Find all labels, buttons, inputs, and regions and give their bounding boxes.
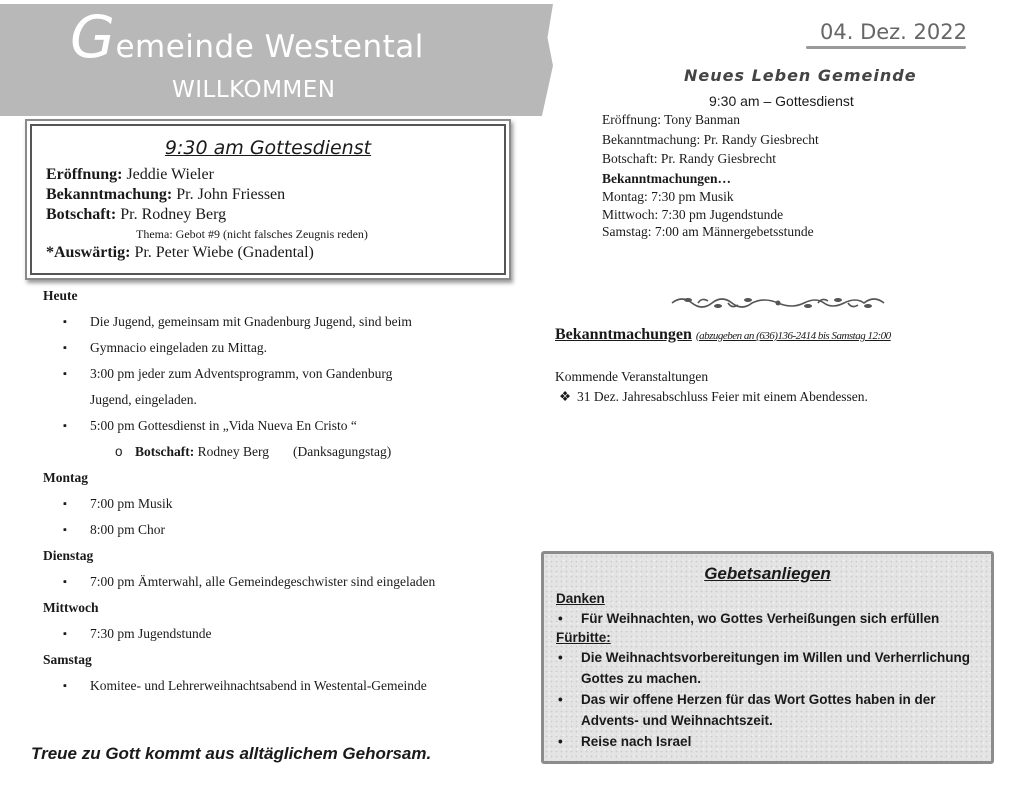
church-service: 9:30 am – Gottesdienst bbox=[709, 93, 854, 109]
service-message-value: Pr. Rodney Berg bbox=[116, 206, 227, 223]
schedule-item: ▪ 5:00 pm Gottesdienst in „Vida Nueva En Cristo “ bbox=[43, 413, 513, 439]
motto: Treue zu Gott kommt aus alltäglichem Gehorsam. bbox=[31, 744, 432, 763]
prayer-item: • Für Weihnachten, wo Gottes Verheißungen sich erfüllen bbox=[556, 608, 979, 629]
service-message-label: Botschaft: bbox=[46, 206, 117, 223]
events-item-text: 31 Dez. Jahresabschluss Feier mit einem Abendessen. bbox=[577, 389, 868, 404]
church-line: Eröffnung: Tony Banman bbox=[602, 112, 741, 127]
diamond-bullet-icon: ❖ bbox=[559, 389, 572, 404]
schedule-item: ▪ 7:00 pm Musik bbox=[43, 491, 513, 517]
service-away bbox=[46, 243, 490, 263]
title-initial: G bbox=[70, 3, 116, 71]
schedule-item: ▪ 7:00 pm Ämterwahl, alle Gemeindegeschwister sind eingeladen bbox=[43, 569, 513, 595]
schedule-item-continuation: ▪ Gymnacio eingeladen zu Mittag. bbox=[43, 335, 513, 361]
schedule-item: ▪ 3:00 pm jeder zum Adventsprogramm, von Gandenburg bbox=[43, 361, 513, 387]
day-heading-mittwoch: Mittwoch bbox=[43, 600, 99, 615]
service-opening-value: Jeddie Wieler bbox=[122, 166, 214, 183]
events-heading: Kommende Veranstaltungen bbox=[555, 369, 709, 384]
service-opening bbox=[46, 165, 490, 185]
sub-item-label: Botschaft: bbox=[135, 444, 195, 459]
church-announcement: Montag: 7:30 pm Musik bbox=[602, 189, 734, 204]
service-away-label: *Auswärtig: bbox=[46, 244, 131, 261]
sub-bullet: o bbox=[115, 444, 123, 459]
day-heading-montag: Montag bbox=[43, 470, 88, 485]
announcements-heading: Bekanntmachungen bbox=[555, 326, 692, 343]
church-name: Neues Leben Gemeinde bbox=[684, 66, 917, 85]
day-heading-samstag: Samstag bbox=[43, 652, 92, 667]
service-announcement-value: Pr. John Friessen bbox=[172, 186, 286, 203]
service-announcement-label: Bekanntmachung: bbox=[46, 186, 173, 203]
church-line: Bekanntmachung: Pr. Randy Giesbrecht bbox=[602, 131, 819, 147]
church-line: Botschaft: Pr. Randy Giesbrecht bbox=[602, 151, 776, 166]
title-rest: emeinde Westental bbox=[115, 29, 424, 65]
prayer-item: • Die Weihnachtsvorbereitungen im Willen und Verherrlichung Gottes zu machen. bbox=[556, 647, 979, 689]
schedule-item: ▪ Komitee- und Lehrerweihnachtsabend in Westental-Gemeinde bbox=[43, 673, 513, 699]
ornament-divider-icon bbox=[668, 293, 888, 313]
schedule-sub-item bbox=[43, 439, 513, 465]
events-item bbox=[559, 389, 868, 405]
schedule-item-continuation: Jugend, eingeladen. bbox=[90, 392, 197, 407]
service-theme: Thema: Gebot #9 (nicht falsches Zeugnis reden) bbox=[136, 227, 368, 241]
church-announcement: Mittwoch: 7:30 pm Jugendstunde bbox=[602, 206, 784, 222]
page-title bbox=[70, 3, 424, 71]
schedule-item: ▪ 8:00 pm Chor bbox=[43, 517, 513, 543]
schedule-item: ▪ 7:30 pm Jugendstunde bbox=[43, 621, 513, 647]
prayer-box bbox=[541, 551, 994, 764]
announcements-note: (abzugeben an (636)136-2414 bis Samstag 12:00 bbox=[695, 330, 891, 342]
date-underline bbox=[806, 46, 966, 49]
service-message bbox=[46, 205, 490, 225]
service-box bbox=[30, 124, 506, 275]
sub-item-extra: (Danksagungstag) bbox=[293, 444, 392, 459]
bulletin-date: 04. Dez. 2022 bbox=[820, 20, 967, 44]
day-heading-heute: Heute bbox=[43, 288, 78, 303]
service-opening-label: Eröffnung: bbox=[46, 166, 123, 183]
prayer-thanks-heading: Danken bbox=[556, 591, 605, 606]
schedule-item: ▪ Die Jugend, gemeinsam mit Gnadenburg Jugend, sind beim bbox=[43, 309, 513, 335]
prayer-item: • Reise nach Israel bbox=[556, 731, 979, 752]
day-heading-dienstag: Dienstag bbox=[43, 548, 94, 563]
service-title: 9:30 am Gottesdienst bbox=[164, 137, 372, 159]
church-list bbox=[602, 110, 819, 241]
announcements-title bbox=[555, 326, 891, 344]
church-announcements-heading: Bekanntmachungen… bbox=[602, 170, 732, 186]
service-announcement bbox=[46, 185, 490, 205]
sub-item-value: Rodney Berg bbox=[194, 444, 269, 459]
prayer-title: Gebetsanliegen bbox=[704, 564, 831, 583]
weekly-schedule bbox=[43, 283, 513, 699]
prayer-item: • Das wir offene Herzen für das Wort Gottes haben in der Advents- und Weihnachtszeit. bbox=[556, 689, 979, 731]
prayer-intercession-heading: Fürbitte: bbox=[556, 630, 611, 645]
service-away-value: Pr. Peter Wiebe (Gnadental) bbox=[130, 244, 314, 261]
church-announcement: Samstag: 7:00 am Männergebetsstunde bbox=[602, 224, 814, 239]
welcome-text: WILLKOMMEN bbox=[172, 77, 336, 103]
